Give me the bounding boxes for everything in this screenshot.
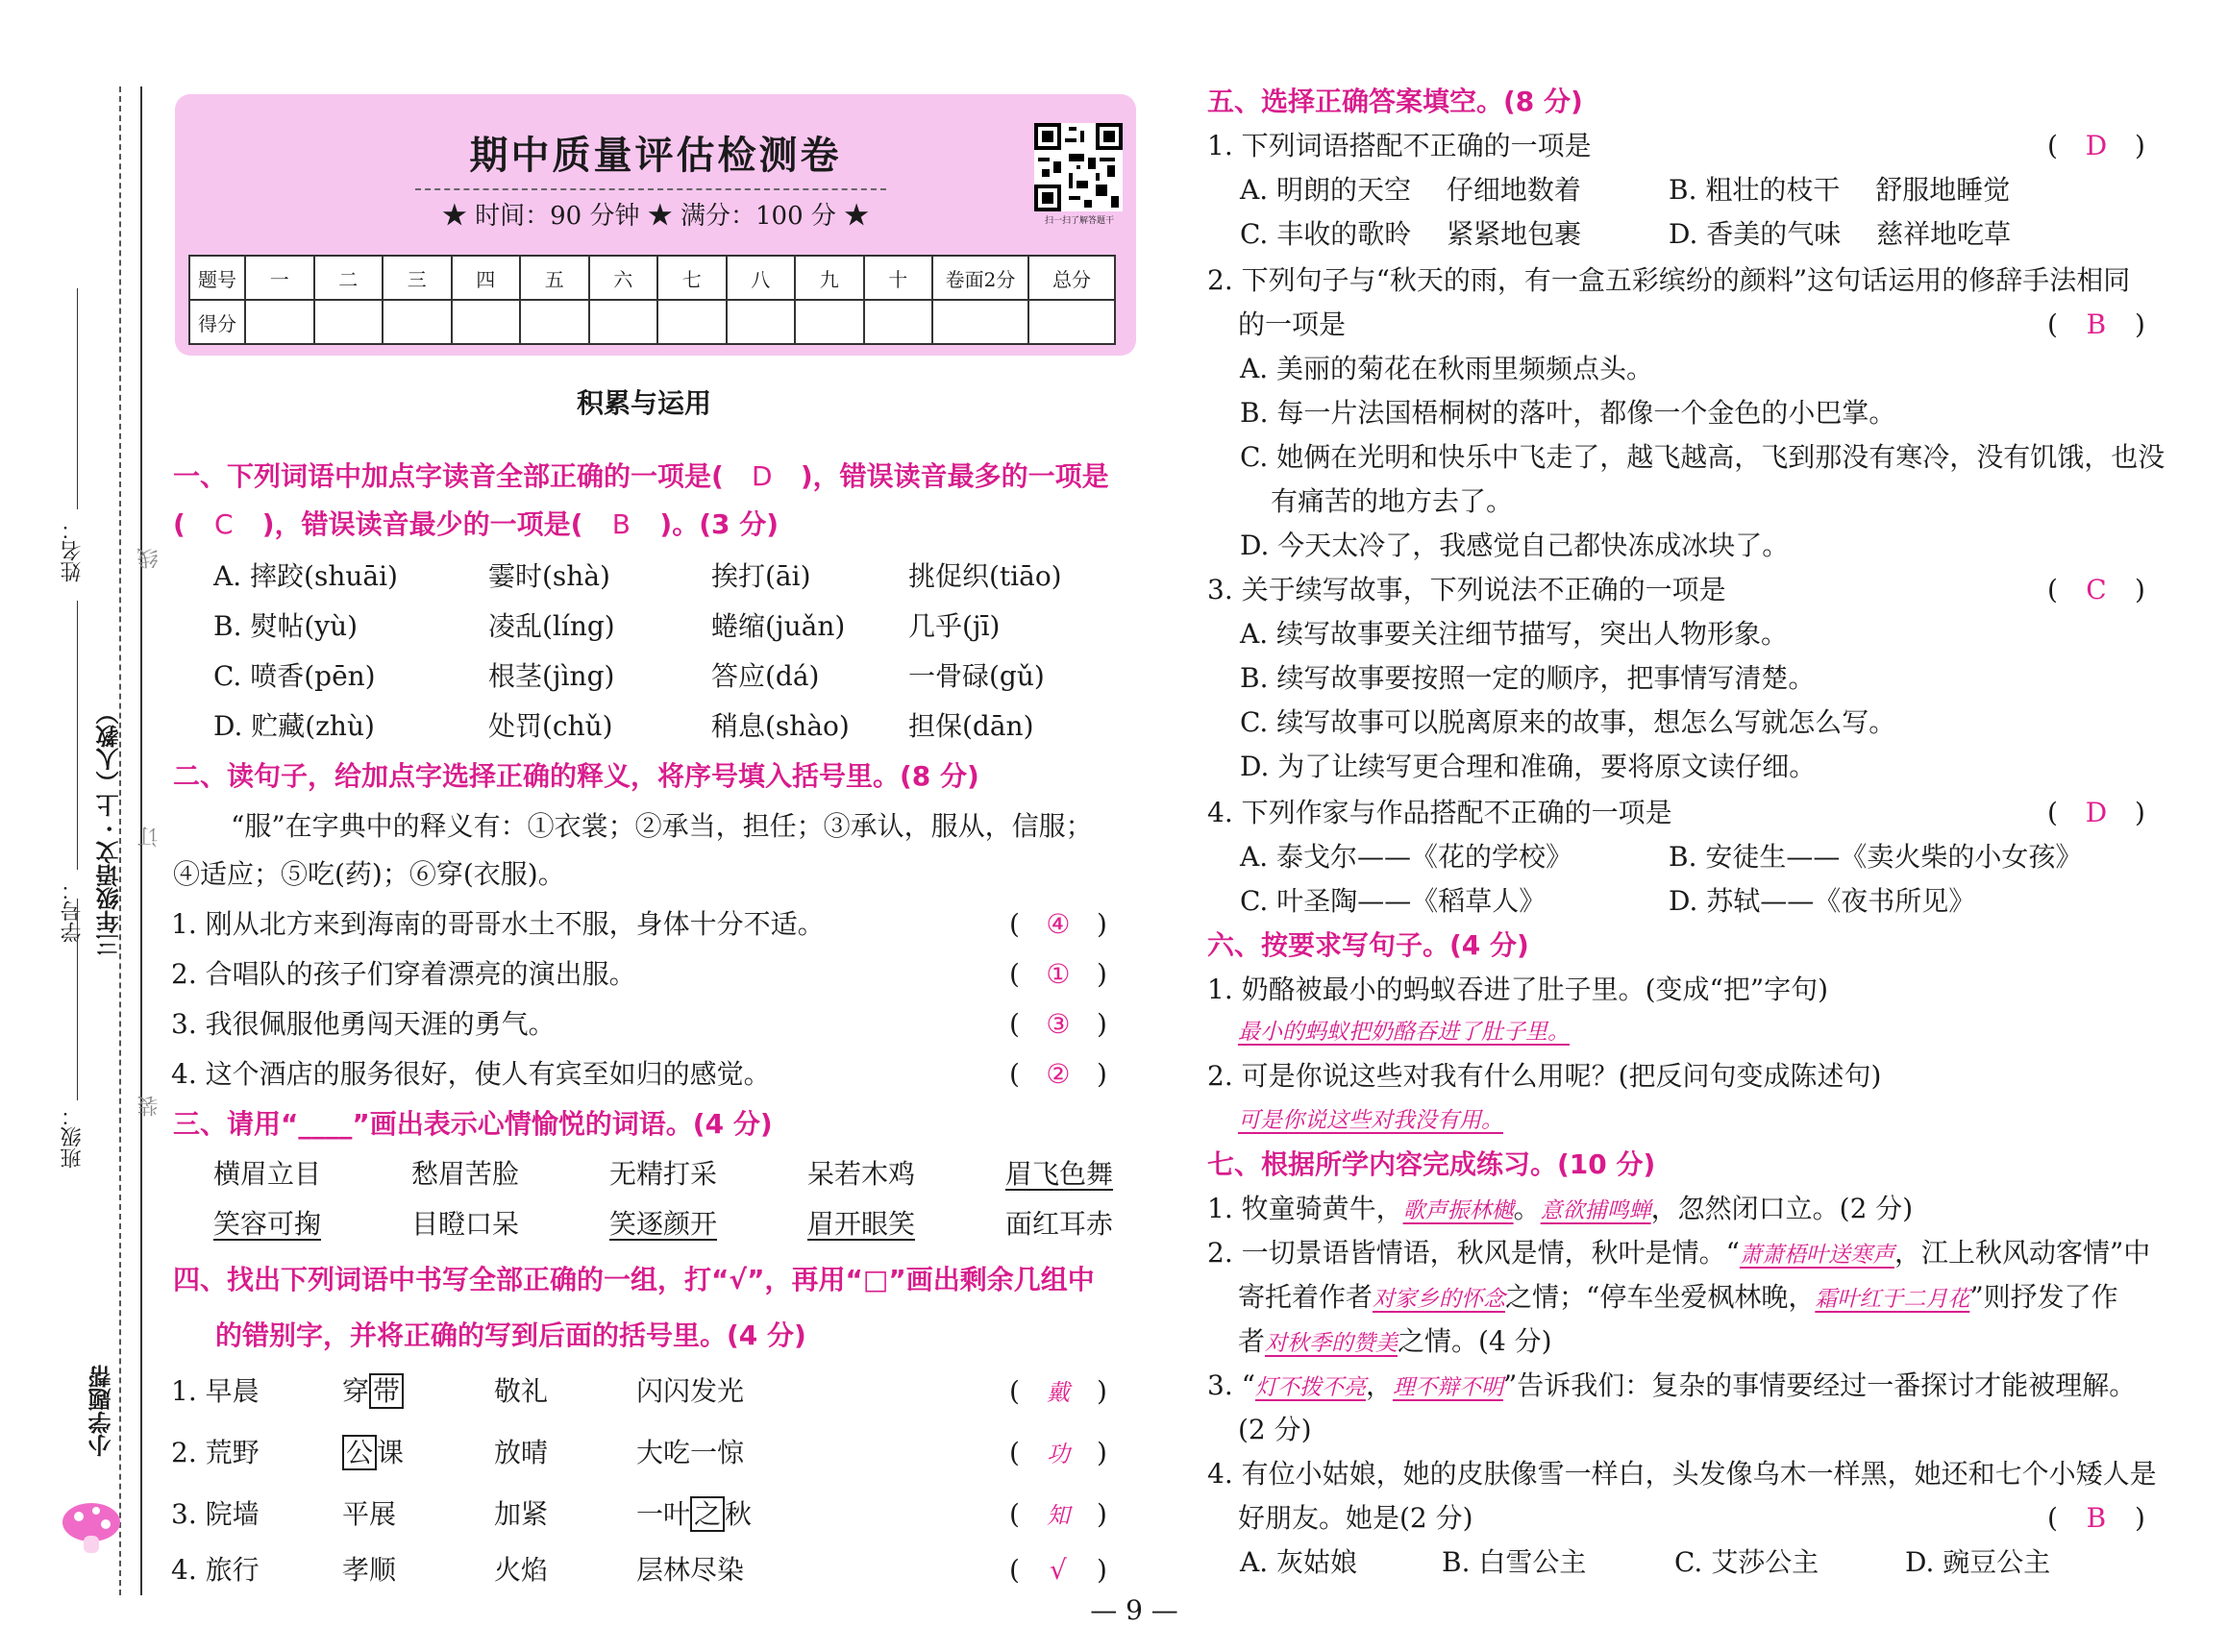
q4-word: 3. 院墙	[171, 1498, 260, 1530]
q2-intro-line2: ④适应；⑤吃(药)；⑥穿(衣服)。	[173, 858, 565, 890]
q7-heading: 七、根据所学内容完成练习。(10 分)	[1207, 1148, 1656, 1180]
q2-intro-line1: “服”在字典中的释义有：①衣裳；②承当，担任；③承认，服从，信服；	[231, 810, 1093, 842]
q7-answer: 对秋季的赞美	[1265, 1331, 1398, 1356]
q1-option: 几乎(jī)	[908, 610, 1001, 642]
qr-caption: 扫一扫了解答题干	[1044, 216, 1114, 226]
q1-heading-line1: 一、下列词语中加点字读音全部正确的一项是( D )，错误读音最多的一项是	[173, 457, 1109, 496]
q1-option: 担保(dān)	[908, 710, 1034, 742]
q5-2-stem-line2: 的一项是	[1238, 308, 1347, 340]
q7-answer: 霜叶红于二月花	[1815, 1287, 1970, 1312]
q3-word: 横眉立目	[213, 1158, 322, 1190]
q4-word: 一叶 之 秋	[636, 1498, 753, 1530]
q4-answer: 功	[1046, 1441, 1070, 1467]
q7-4-option-a: A. 灰姑娘	[1240, 1546, 1358, 1578]
q5-heading: 五、选择正确答案填空。(8 分)	[1207, 86, 1583, 117]
q5-1-option-d: D. 香美的气味 慈祥地吃草	[1669, 218, 2012, 250]
q7-item-1: 1. 牧童骑黄牛，歌声振林樾。意欲捕鸣蝉，忽然闭口立。(2 分)	[1207, 1193, 1914, 1224]
q6-answer-1: 最小的蚂蚁把奶酪吞进了肚子里。	[1238, 1020, 1570, 1045]
q1-option: D. 贮藏(zhù)	[213, 710, 375, 742]
q7-answer: 歌声振林樾	[1402, 1198, 1514, 1223]
exam-subtitle: ★ 时间：90 分钟 ★ 满分：100 分 ★	[441, 202, 870, 231]
q7-item-3: 3. “灯不拨不亮，理不辩不明”告诉我们：复杂的事情要经过一番探讨才能被理解。	[1207, 1369, 2137, 1401]
q7-4-answer: B	[2086, 1502, 2107, 1534]
name-blank[interactable]	[77, 288, 78, 509]
q5-2-option-a: A. 美丽的菊花在秋雨里频频点头。	[1240, 353, 1654, 384]
q2-item: 2. 合唱队的孩子们穿着漂亮的演出服。	[171, 958, 636, 990]
q5-3-option-c: C. 续写故事可以脱离原来的故事，想怎么写就怎么写。	[1240, 706, 1896, 738]
q5-1-answer-paren: ( D )	[2047, 127, 2145, 165]
q5-3-answer: C	[2086, 574, 2107, 605]
q1-option: C. 喷香(pēn)	[213, 660, 376, 692]
score-cell[interactable]	[932, 300, 1028, 344]
q4-word: 2. 荒野	[171, 1437, 260, 1468]
q5-4-option-b: B. 安徒生——《卖火柴的小女孩》	[1669, 841, 2083, 873]
q1-option: 挑促织(tiāo)	[908, 560, 1062, 592]
q7-item-4-line2: 好朋友。她是(2 分)	[1238, 1502, 1473, 1534]
q2-answer-paren: ( ② )	[1009, 1055, 1107, 1094]
q4-answer-paren: ( √ )	[1009, 1551, 1107, 1590]
score-cell[interactable]	[383, 300, 452, 344]
q5-4-answer-paren: ( D )	[2047, 794, 2145, 832]
score-col: 二	[314, 256, 384, 300]
q2-item: 1. 刚从北方来到海南的哥哥水土不服，身体十分不适。	[171, 908, 825, 940]
q7-answer: 灯不拨不亮	[1254, 1375, 1366, 1400]
q7-answer: 萧萧梧叶送寒声	[1739, 1243, 1894, 1268]
q5-1-option-c: C. 丰收的歌昤 紧紧地包裹	[1240, 218, 1582, 250]
q5-2-option-c-line2: 有痛苦的地方去了。	[1271, 485, 1514, 517]
q7-4-option-d: D. 豌豆公主	[1905, 1546, 2051, 1578]
q7-item-4-line1: 4. 有位小姑娘，她的皮肤像雪一样白，头发像乌木一样黑，她还和七个小矮人是	[1207, 1458, 2157, 1490]
student-id-label: 学号：	[61, 879, 85, 943]
score-col: 三	[383, 256, 452, 300]
q7-item-3-score: (2 分)	[1238, 1414, 1312, 1445]
mushroom-logo	[58, 1499, 125, 1557]
score-col: 九	[795, 256, 864, 300]
q2-item: 4. 这个酒店的服务很好，使人有宾至如归的感觉。	[171, 1058, 771, 1090]
q5-3-stem: 3. 关于续写故事，下列说法不正确的一项是	[1207, 574, 1726, 605]
q4-answer: √	[1050, 1554, 1067, 1586]
q4-answer-paren: ( 功 )	[1009, 1434, 1107, 1473]
q7-item-2-line3: 者对秋季的赞美之情。(4 分)	[1238, 1325, 1552, 1357]
q5-4-option-a: A. 泰戈尔——《花的学校》	[1240, 841, 1573, 873]
q7-4-option-b: B. 白雪公主	[1442, 1546, 1587, 1578]
score-table-row1-label: 题号	[189, 256, 245, 300]
page-number: — 9 —	[1090, 1594, 1178, 1626]
q1-option: 一骨碌(gǔ)	[908, 660, 1045, 692]
q4-word: 加紧	[494, 1498, 549, 1530]
q5-3-option-d: D. 为了让续写更合理和准确，要将原文读仔细。	[1240, 751, 1817, 782]
q3-word: 目瞪口呆	[411, 1208, 520, 1240]
score-col: 十	[864, 256, 933, 300]
cut-mark-line: 线	[137, 548, 161, 569]
class-blank[interactable]	[77, 899, 78, 1100]
q1-option: 挨打(āi)	[711, 560, 811, 592]
q5-1-option-b: B. 粗壮的枝干 舒服地睡觉	[1669, 174, 2011, 206]
q5-4-answer: D	[2085, 797, 2108, 828]
q4-answer: 知	[1046, 1502, 1070, 1529]
q5-1-answer: D	[2085, 130, 2108, 161]
q2-answer: ②	[1046, 1058, 1071, 1090]
q4-answer-paren: ( 知 )	[1009, 1495, 1107, 1535]
q6-answer-2: 可是你说这些对我没有用。	[1238, 1108, 1503, 1133]
q5-2-stem-line1: 2. 下列句子与“秋天的雨，有一盒五彩缤纷的颜料”这句话运用的修辞手法相同	[1207, 264, 2131, 296]
cut-mark-install: 装	[137, 1096, 161, 1117]
q3-word: 面红耳赤	[1005, 1208, 1114, 1240]
score-cell[interactable]	[727, 300, 796, 344]
score-col: 一	[245, 256, 314, 300]
q4-word: 火焰	[494, 1554, 549, 1586]
q1-option: 霎时(shà)	[488, 560, 610, 592]
score-cell[interactable]	[452, 300, 521, 344]
q3-word-underlined: 笑逐颜开	[609, 1208, 718, 1240]
q1-answer-3: B	[611, 508, 631, 540]
q4-word: 孝顺	[342, 1554, 397, 1586]
score-cell[interactable]	[520, 300, 589, 344]
score-table	[188, 255, 1116, 345]
q7-4-option-c: C. 艾莎公主	[1674, 1546, 1819, 1578]
score-cell[interactable]	[314, 300, 384, 344]
section-heading: 积累与运用	[577, 387, 712, 419]
q3-word-underlined: 笑容可掬	[213, 1208, 322, 1240]
q1-option: 根茎(jìng)	[488, 660, 615, 692]
q6-item-1: 1. 奶酪被最小的蚂蚁吞进了肚子里。(变成“把”字句)	[1207, 974, 1829, 1005]
q4-heading-line2: 的错别字，并将正确的写到后面的括号里。(4 分)	[215, 1319, 806, 1351]
title-rule	[415, 188, 886, 190]
score-col: 四	[452, 256, 521, 300]
score-table-header-row	[189, 256, 1115, 300]
q2-answer: ③	[1046, 1008, 1071, 1040]
exam-title: 期中质量评估检测卷	[469, 134, 842, 178]
q4-word: 放晴	[494, 1437, 549, 1468]
q7-answer: 对家乡的怀念	[1373, 1287, 1506, 1312]
q2-answer-paren: ( ③ )	[1009, 1005, 1107, 1044]
q5-4-option-d: D. 苏轼——《夜书所见》	[1669, 885, 1976, 917]
score-col: 六	[589, 256, 658, 300]
name-label: 姓名：	[61, 519, 85, 582]
q5-4-option-c: C. 叶圣陶——《稻草人》	[1240, 885, 1547, 917]
q4-word: 穿 带	[342, 1372, 404, 1411]
qr-code[interactable]	[1034, 123, 1123, 211]
q4-answer-paren: ( 戴 )	[1009, 1372, 1107, 1412]
score-col: 八	[727, 256, 796, 300]
score-col: 七	[657, 256, 727, 300]
q2-heading: 二、读句子，给加点字选择正确的释义，将序号填入括号里。(8 分)	[173, 760, 979, 792]
q5-4-stem: 4. 下列作家与作品搭配不正确的一项是	[1207, 797, 1672, 828]
q4-word: 大吃一惊	[636, 1437, 745, 1468]
score-col: 卷面2分	[932, 256, 1028, 300]
q1-option: B. 熨帖(yù)	[213, 610, 359, 642]
q4-word: 公 课	[342, 1434, 404, 1472]
q5-2-option-b: B. 每一片法国梧桐树的落叶，都像一个金色的小巴掌。	[1240, 397, 1896, 429]
q3-word: 无精打采	[609, 1158, 718, 1190]
q2-item: 3. 我很佩服他勇闯天涯的勇气。	[171, 1008, 556, 1040]
score-cell[interactable]	[795, 300, 864, 344]
q5-3-answer-paren: ( C )	[2047, 571, 2145, 609]
q5-2-answer-paren: ( B )	[2047, 306, 2145, 344]
q5-3-option-a: A. 续写故事要关注细节描写，突出人物形象。	[1240, 618, 1789, 650]
q1-option: 稍息(shào)	[711, 710, 850, 742]
q3-heading: 三、请用“____”画出表示心情愉悦的词语。(4 分)	[173, 1108, 773, 1140]
q2-answer-paren: ( ① )	[1009, 955, 1107, 994]
q4-word: 4. 旅行	[171, 1554, 260, 1586]
q3-word: 愁眉苦脸	[411, 1158, 520, 1190]
q1-option: 蜷缩(juǎn)	[711, 610, 846, 642]
score-cell[interactable]	[657, 300, 727, 344]
q6-heading: 六、按要求写句子。(4 分)	[1207, 929, 1529, 961]
q1-option: A. 摔跤(shuāi)	[213, 560, 398, 592]
q4-word: 层林尽染	[636, 1554, 745, 1586]
q5-1-option-a: A. 明朗的天空 仔细地数着	[1240, 174, 1581, 206]
q4-answer: 戴	[1046, 1379, 1070, 1406]
q5-3-option-b: B. 续写故事要按照一定的顺序，把事情写清楚。	[1240, 662, 1816, 694]
q2-answer: ①	[1046, 958, 1071, 990]
q5-2-answer: B	[2086, 308, 2107, 340]
q5-1-stem: 1. 下列词语搭配不正确的一项是	[1207, 130, 1592, 161]
cut-mark-bind: 订	[137, 826, 161, 848]
q1-option: 凌乱(líng)	[488, 610, 615, 642]
q5-2-option-c-line1: C. 她俩在光明和快乐中飞走了，越飞越高，飞到那没有寒冷，没有饥饿，也没	[1240, 441, 2165, 473]
score-table-row2-label: 得分	[189, 300, 245, 344]
q7-4-answer-paren: ( B )	[2047, 1499, 2145, 1538]
score-cell[interactable]	[245, 300, 314, 344]
score-cell[interactable]	[589, 300, 658, 344]
q3-word-underlined: 眉飞色舞	[1005, 1158, 1114, 1190]
class-label: 班级：	[61, 1105, 85, 1169]
q4-word: 敬礼	[494, 1375, 549, 1407]
q1-option: 答应(dá)	[711, 660, 820, 692]
q7-item-2-line1: 2. 一切景语皆情语，秋风是情，秋叶是情。“萧萧梧叶送寒声，江上秋风动客情”中	[1207, 1237, 2151, 1269]
q3-word-underlined: 眉开眼笑	[807, 1208, 916, 1240]
score-cell[interactable]	[864, 300, 933, 344]
q1-answer-1: D	[752, 460, 773, 492]
q4-word: 平展	[342, 1498, 397, 1530]
score-cell[interactable]	[1028, 300, 1115, 344]
q1-heading-line2: ( C )，错误读音最少的一项是( B )。(3 分)	[173, 505, 779, 544]
q7-answer: 意欲捕鸣蝉	[1540, 1198, 1651, 1223]
brand-label: 小学题帮	[87, 1365, 115, 1457]
subject-label: 三年级语文 · 上（人教）	[95, 702, 123, 957]
q7-answer: 理不辩不明	[1392, 1375, 1503, 1400]
q4-word: 闪闪发光	[636, 1375, 745, 1407]
student-id-blank[interactable]	[77, 601, 78, 870]
q5-2-option-d: D. 今天太冷了，我感觉自己都快冻成冰块了。	[1240, 530, 1790, 561]
q2-answer-paren: ( ④ )	[1009, 905, 1107, 944]
score-col: 总分	[1028, 256, 1115, 300]
q3-word: 呆若木鸡	[807, 1158, 916, 1190]
q4-word: 1. 早晨	[171, 1375, 260, 1407]
q1-option: 处罚(chǔ)	[488, 710, 613, 742]
q1-answer-2: C	[214, 508, 234, 540]
score-table-score-row	[189, 300, 1115, 344]
score-col: 五	[520, 256, 589, 300]
q4-heading-line1: 四、找出下列词语中书写全部正确的一组，打“√”，再用“□”画出剩余几组中	[173, 1264, 1095, 1295]
q7-item-2-line2: 寄托着作者对家乡的怀念之情；“停车坐爱枫林晚，霜叶红于二月花”则抒发了作	[1238, 1281, 2118, 1313]
q2-answer: ④	[1046, 908, 1071, 940]
q6-item-2: 2. 可是你说这些对我有什么用呢？(把反问句变成陈述句)	[1207, 1060, 1882, 1092]
